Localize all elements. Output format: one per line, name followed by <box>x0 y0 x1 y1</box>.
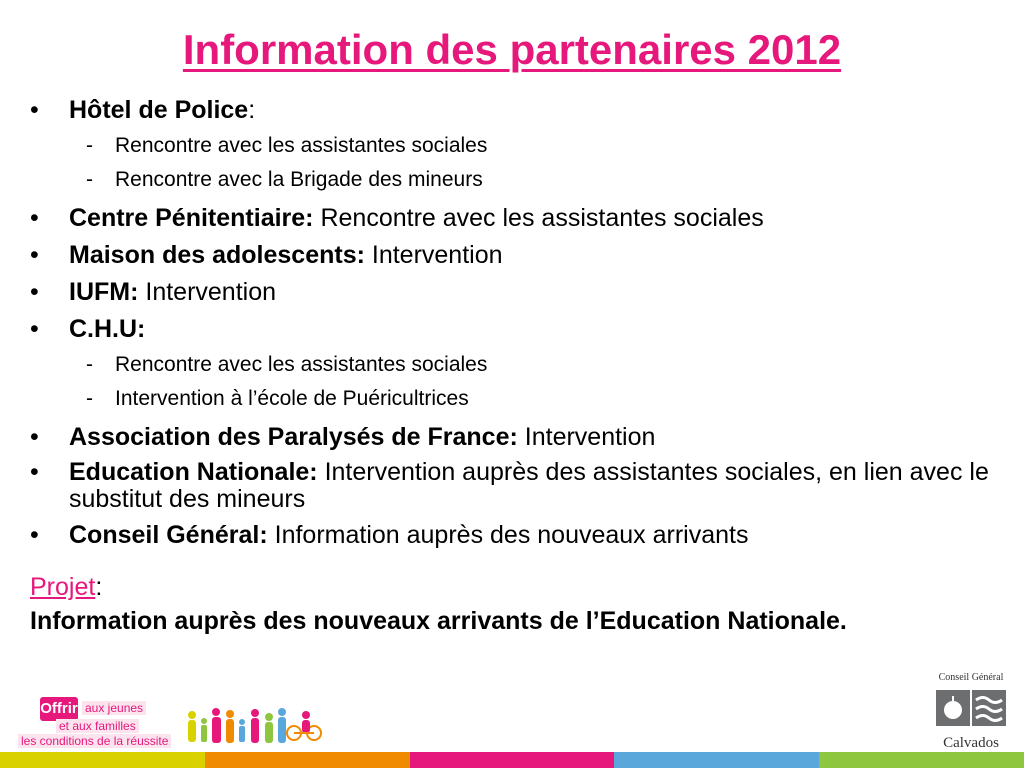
offrir-word: Offrir <box>40 697 78 721</box>
bullet-label: Centre Pénitentiaire: <box>69 204 314 232</box>
bullet-label: Association des Paralysés de France: <box>69 423 518 451</box>
offrir-line-1: aux jeunes <box>82 701 146 715</box>
footer-bar <box>614 752 819 768</box>
bullet-maison-adolescents <box>30 240 990 270</box>
calvados-emblem-icon <box>934 688 1008 728</box>
footer-bar <box>410 752 615 768</box>
bullet-iufm <box>30 277 990 307</box>
cg-logo-top-text: Conseil Général <box>938 672 1004 683</box>
bullet-label: Education Nationale: <box>69 458 318 486</box>
slide-content <box>30 95 990 636</box>
footer-bar <box>205 752 410 768</box>
footer-bar <box>819 752 1024 768</box>
cg-logo-bottom-text: Calvados <box>943 735 999 751</box>
bullet-label: C.H.U: <box>69 315 146 343</box>
sub-item: - Rencontre avec les assistantes sociales <box>86 348 990 382</box>
sub-item: - Rencontre avec les assistantes sociales <box>86 129 990 163</box>
bullet-text: Information auprès des nouveaux arrivants <box>267 521 749 549</box>
bullet-text: Rencontre avec les assistantes sociales <box>313 204 764 232</box>
bullet-text: Intervention <box>364 241 503 269</box>
bullet-label: Hôtel de Police <box>69 96 249 124</box>
bullet-apf <box>30 422 990 452</box>
bullet-text: Intervention <box>138 278 277 306</box>
bullet-text: Intervention auprès des assistantes sociales, en lien avec le substitut des mineurs <box>69 458 989 513</box>
sublist-chu <box>86 348 990 416</box>
projet-text: Information auprès des nouveaux arrivants de l’Education Nationale. <box>30 607 847 635</box>
offrir-line-3: les conditions de la réussite <box>18 734 171 748</box>
projet-separator: : <box>95 573 103 601</box>
offrir-logo <box>18 697 168 749</box>
bullet-education-nationale <box>30 459 990 513</box>
footer-color-bars <box>0 752 1024 768</box>
bullet-chu <box>30 314 990 344</box>
bullet-hotel-police <box>30 95 990 125</box>
projet-label: Projet <box>30 573 96 601</box>
offrir-line-2: et aux familles <box>56 719 139 733</box>
bullet-centre-penitentiaire <box>30 203 990 233</box>
bullet-separator: : <box>248 96 256 124</box>
sublist-hotel-police <box>86 129 990 197</box>
bullet-label: Conseil Général: <box>69 521 268 549</box>
bullet-conseil-general <box>30 520 990 550</box>
family-silhouettes-icon <box>182 703 330 751</box>
bullet-label: Maison des adolescents: <box>69 241 365 269</box>
footer-bar <box>0 752 205 768</box>
sub-item: - Intervention à l’école de Puéricultrices <box>86 382 990 416</box>
bullet-text: Intervention <box>517 423 656 451</box>
sub-item: - Rencontre avec la Brigade des mineurs <box>86 163 990 197</box>
projet-section <box>30 572 990 636</box>
bullet-label: IUFM: <box>69 278 139 306</box>
slide-title: Information des partenaires 2012 <box>182 26 842 73</box>
conseil-general-logo <box>930 672 1012 752</box>
